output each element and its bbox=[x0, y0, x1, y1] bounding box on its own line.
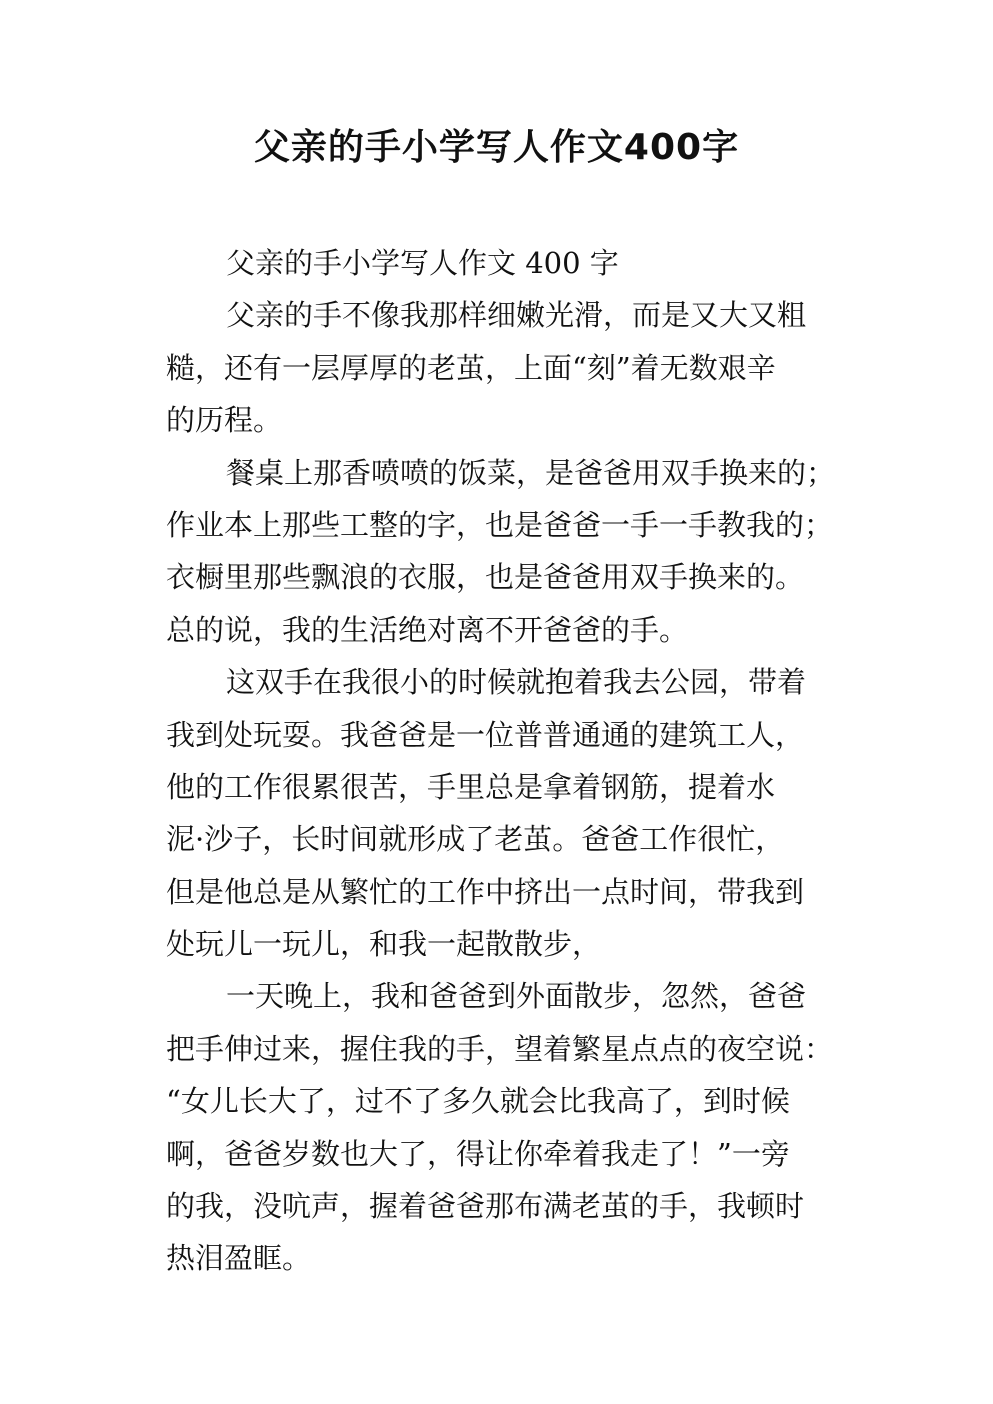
text-line: 餐桌上那香喷喷的饭菜，是爸爸用双手换来的； bbox=[226, 455, 836, 490]
text-line: 处玩儿一玩儿，和我一起散散步， bbox=[166, 927, 602, 962]
text-line: 把手伸过来，握住我的手，望着繁星点点的夜空说： bbox=[166, 1031, 834, 1066]
text-line: 的我，没吭声，握着爸爸那布满老茧的手，我顿时 bbox=[166, 1189, 805, 1224]
text-line: 泥·沙子，长时间就形成了老茧。爸爸工作很忙， bbox=[166, 822, 785, 857]
text-line: 父亲的手不像我那样细嫩光滑，而是又大又粗 bbox=[226, 298, 807, 333]
text-line: 我到处玩耍。我爸爸是一位普普通通的建筑工人， bbox=[166, 717, 805, 752]
text-line: 他的工作很累很苦，手里总是拿着钢筋，提着水 bbox=[166, 769, 776, 804]
text-line: 父亲的手小学写人作文 400 字 bbox=[226, 246, 619, 280]
text-line: 但是他总是从繁忙的工作中挤出一点时间，带我到 bbox=[166, 874, 805, 909]
text-line: 这双手在我很小的时候就抱着我去公园，带着 bbox=[226, 665, 807, 700]
text-line: 热泪盈眶。 bbox=[166, 1241, 312, 1276]
document-body bbox=[166, 237, 836, 1285]
text-line: 衣橱里那些飘浪的衣服，也是爸爸用双手换来的。 bbox=[166, 560, 805, 595]
text-line: 的历程。 bbox=[166, 403, 283, 438]
text-line: “女儿长大了，过不了多久就会比我高了，到时候 bbox=[166, 1084, 790, 1119]
text-line: 作业本上那些工整的字，也是爸爸一手一手教我的； bbox=[166, 507, 834, 542]
text-line: 啊，爸爸岁数也大了，得让你牵着我走了！”一旁 bbox=[166, 1136, 790, 1171]
text-line: 糙，还有一层厚厚的老茧，上面“刻”着无数艰辛 bbox=[166, 350, 776, 385]
text-line: 总的说，我的生活绝对离不开爸爸的手。 bbox=[166, 612, 689, 647]
text-line: 一天晚上，我和爸爸到外面散步，忽然，爸爸 bbox=[226, 979, 807, 1014]
document-title: 父亲的手小学写人作文400字 bbox=[253, 127, 740, 168]
